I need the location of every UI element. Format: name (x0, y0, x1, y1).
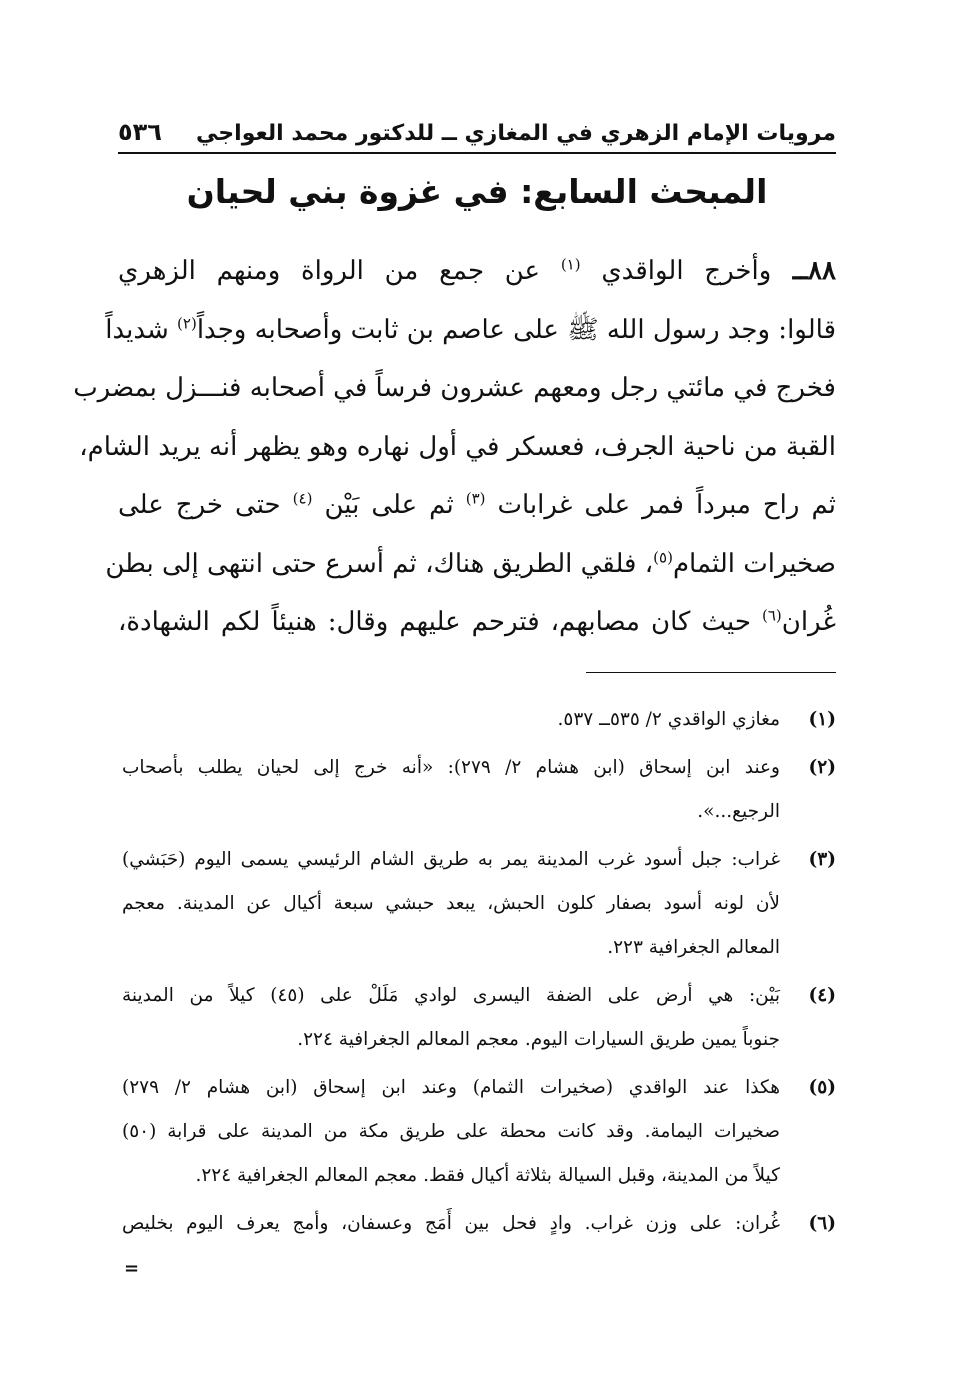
body-line (118, 242, 836, 301)
footnote-line: غراب: جبل أسود غرب المدينة يمر به طريق الشام الرئيسي يسمى اليوم (حَبَشي) (122, 849, 780, 870)
footnote-reference: (١) (560, 255, 581, 274)
body-text-segment: قالوا: وجد رسول الله ﷺ على عاصم بن ثابت وأصحابه وجداً (196, 314, 836, 345)
footnote (122, 1066, 836, 1198)
footnote-line: لأن لونه أسود بصفار كلون الحبش، يبعد حبشي سبعة أكيال عن المدينة. معجم (122, 893, 780, 914)
body-line (105, 301, 836, 360)
body-text-segment: غُران (781, 607, 836, 637)
footnote-reference: (٦) (761, 606, 782, 625)
footnote-line: مغازي الواقدي ٢/ ٥٣٥ــ ٥٣٧. (557, 709, 780, 730)
footnote-number: (٦) (808, 1213, 836, 1234)
footnote-number: (١) (808, 709, 836, 730)
footnote-reference: (٤) (292, 489, 313, 508)
body-line (105, 535, 836, 594)
body-text-segment: حيث كان مصابهم، فترحم عليهم وقال: هنيئاً لكم الشهادة، (118, 607, 762, 637)
footnote (122, 838, 836, 970)
footnote (122, 698, 836, 742)
footnote-number: (٢) (808, 757, 836, 778)
header-rule (118, 152, 836, 154)
footnote-number: (٣) (808, 849, 836, 870)
footnote (122, 1202, 836, 1246)
continuation-mark: = (124, 1258, 140, 1279)
page-header (118, 102, 836, 146)
body-text-segment: ثم راح مبرداً فمر على غرابات (485, 490, 837, 520)
body-text-segment: فخرج في مائتي رجل ومعهم عشرون فرساً في أصحابه فنـــزل بمضرب (73, 373, 836, 403)
body-text-segment: ، فلقي الطريق هناك، ثم أسرع حتى انتهى إلى بطن (105, 548, 654, 579)
footnotes (122, 698, 836, 1250)
footnote-line: وعند ابن إسحاق (ابن هشام ٢/ ٢٧٩): «أنه خرج إلى لحيان يطلب بأصحاب (122, 757, 780, 778)
item-number: ٨٨ــ (771, 256, 836, 286)
footnote-reference: (٣) (465, 489, 486, 508)
body-text-segment: حتى خرج على (118, 490, 293, 520)
body-text (73, 242, 837, 652)
footnote-line: المعالم الجغرافية ٢٢٣. (607, 937, 780, 958)
body-text-segment: ثم على بَيْن (312, 490, 466, 520)
body-text-segment: وأخرج الواقدي (580, 256, 772, 286)
page-number: ٥٣٦ (118, 118, 162, 146)
body-text-segment: صخيرات الثمام (672, 548, 836, 579)
footnote-line: الرجيع...». (697, 801, 780, 822)
running-title: مرويات الإمام الزهري في المغازي ــ للدكتور محمد العواجي (196, 121, 836, 146)
section-title: المبحث السابع: في غزوة بني لحيان (186, 172, 768, 211)
footnote-number: (٥) (808, 1077, 836, 1098)
footnote-line: هكذا عند الواقدي (صخيرات الثمام) وعند ابن إسحاق (ابن هشام ٢/ ٢٧٩) (122, 1077, 780, 1098)
body-text-segment: عن جمع من الرواة ومنهم الزهري (118, 256, 561, 286)
body-line (73, 359, 836, 418)
footnote-line: صخيرات اليمامة. وقد كانت محطة على طريق مكة من المدينة على قرابة (٥٠) (122, 1121, 780, 1142)
footnote-reference: (٢) (177, 313, 197, 332)
footnote (122, 746, 836, 834)
footnote-separator (586, 672, 836, 673)
footnote-line: كيلاً من المدينة، وقبل السيالة بثلاثة أكيال فقط. معجم المعالم الجغرافية ٢٢٤. (195, 1165, 780, 1186)
footnote (122, 974, 836, 1062)
footnote-number: (٤) (808, 985, 836, 1006)
body-line (118, 593, 836, 652)
footnote-line: غُران: على وزن غراب. وادٍ فحل بين أَمَج وعسفان، وأمج يعرف اليوم بخليص (122, 1213, 780, 1234)
body-line (79, 418, 836, 477)
footnote-reference: (٥) (653, 547, 673, 566)
body-line (118, 476, 836, 535)
footnote-line: جنوباً يمين طريق السيارات اليوم. معجم المعالم الجغرافية ٢٢٤. (297, 1029, 780, 1050)
body-text-segment: القبة من ناحية الجرف، فعسكر في أول نهاره وهو يظهر أنه يريد الشام، (79, 431, 836, 462)
footnote-line: بَيْن: هي أرض على الضفة اليسرى لوادي مَلَلْ على (٤٥) كيلاً من المدينة (122, 985, 780, 1006)
body-text-segment: شديداً (105, 314, 178, 345)
